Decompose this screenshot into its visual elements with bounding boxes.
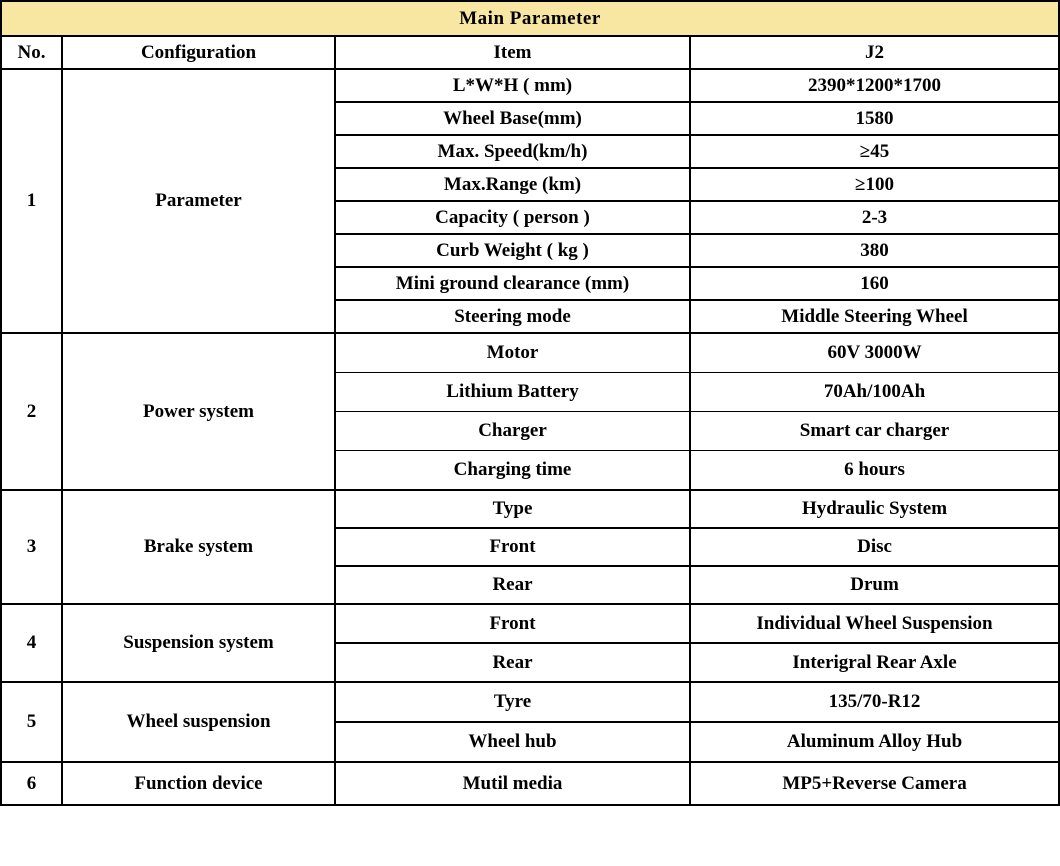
value-cell: 2-3 (690, 201, 1059, 234)
value-cell: 380 (690, 234, 1059, 267)
item-cell: Type (335, 490, 690, 528)
value-cell: 70Ah/100Ah (690, 373, 1059, 412)
section-configuration: Function device (62, 762, 335, 805)
item-cell: Front (335, 528, 690, 566)
item-cell: Tyre (335, 682, 690, 722)
value-cell: Hydraulic System (690, 490, 1059, 528)
page-title: Main Parameter (1, 1, 1059, 36)
item-cell: Rear (335, 643, 690, 682)
section-configuration: Wheel suspension (62, 682, 335, 762)
section-no: 2 (1, 333, 62, 490)
item-cell: Rear (335, 566, 690, 604)
col-header-no: No. (1, 36, 62, 69)
item-cell: Wheel hub (335, 722, 690, 762)
item-cell: Curb Weight ( kg ) (335, 234, 690, 267)
col-header-model: J2 (690, 36, 1059, 69)
section-configuration: Suspension system (62, 604, 335, 682)
section-no: 3 (1, 490, 62, 604)
value-cell: 135/70-R12 (690, 682, 1059, 722)
table-row (1, 333, 1059, 373)
col-header-configuration: Configuration (62, 36, 335, 69)
value-cell: ≥45 (690, 135, 1059, 168)
value-cell: Drum (690, 566, 1059, 604)
item-cell: L*W*H ( mm) (335, 69, 690, 102)
item-cell: Steering mode (335, 300, 690, 333)
title-row (1, 1, 1059, 36)
item-cell: Capacity ( person ) (335, 201, 690, 234)
item-cell: Motor (335, 333, 690, 373)
value-cell: 160 (690, 267, 1059, 300)
value-cell: 60V 3000W (690, 333, 1059, 373)
table-row (1, 490, 1059, 528)
value-cell: 2390*1200*1700 (690, 69, 1059, 102)
table-row (1, 69, 1059, 102)
section-no: 6 (1, 762, 62, 805)
item-cell: Max.Range (km) (335, 168, 690, 201)
item-cell: Charger (335, 412, 690, 451)
item-cell: Mini ground clearance (mm) (335, 267, 690, 300)
item-cell: Front (335, 604, 690, 643)
table-row (1, 762, 1059, 805)
table-row (1, 682, 1059, 722)
section-configuration: Parameter (62, 69, 335, 333)
section-no: 5 (1, 682, 62, 762)
value-cell: Middle Steering Wheel (690, 300, 1059, 333)
value-cell: ≥100 (690, 168, 1059, 201)
section-configuration: Power system (62, 333, 335, 490)
value-cell: Disc (690, 528, 1059, 566)
col-header-item: Item (335, 36, 690, 69)
item-cell: Charging time (335, 451, 690, 491)
section-no: 4 (1, 604, 62, 682)
section-configuration: Brake system (62, 490, 335, 604)
value-cell: 6 hours (690, 451, 1059, 491)
value-cell: Smart car charger (690, 412, 1059, 451)
item-cell: Mutil media (335, 762, 690, 805)
value-cell: 1580 (690, 102, 1059, 135)
header-row (1, 36, 1059, 69)
value-cell: Individual Wheel Suspension (690, 604, 1059, 643)
item-cell: Max. Speed(km/h) (335, 135, 690, 168)
table-row (1, 604, 1059, 643)
item-cell: Lithium Battery (335, 373, 690, 412)
section-no: 1 (1, 69, 62, 333)
value-cell: MP5+Reverse Camera (690, 762, 1059, 805)
value-cell: Interigral Rear Axle (690, 643, 1059, 682)
item-cell: Wheel Base(mm) (335, 102, 690, 135)
value-cell: Aluminum Alloy Hub (690, 722, 1059, 762)
